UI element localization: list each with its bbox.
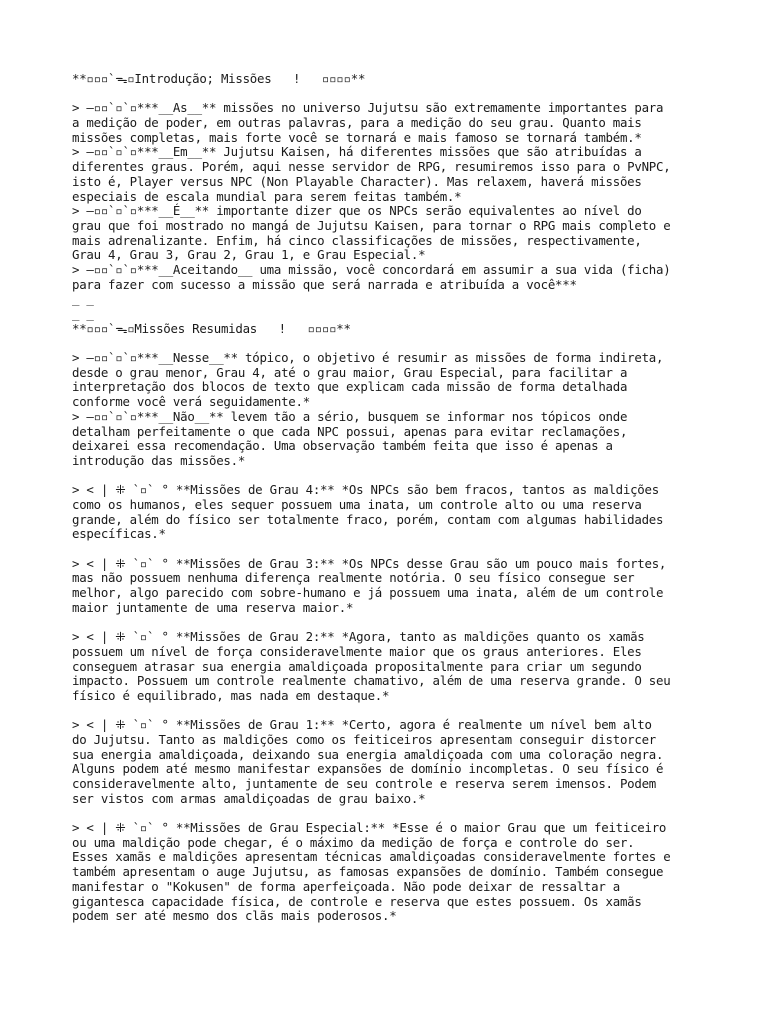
text-line: > —▫▫`▫`▫***__É__** importante dizer que os NPCs serão equivalentes ao nível do <box>72 203 642 219</box>
text-line: > —▫▫`▫`▫***__Em__** Jujutsu Kaisen, há diferentes missões que são atribuídas a <box>72 144 642 160</box>
text-line: Esses xamãs e maldições apresentam técnicas amaldiçoadas consideravelmente fortes e <box>72 849 671 865</box>
text-line: especiais de escala mundial para serem feitas também.* <box>72 188 462 204</box>
text-line: > —▫▫`▫`▫***__Nesse__** tópico, o objetivo é resumir as missões de forma indireta, <box>72 350 664 366</box>
text-line: a medição de poder, em outras palavras, para a medição do seu grau. Quanto mais <box>72 115 642 131</box>
text-line: também apresentam o auge Jujutsu, as famosas expansões de domínio. Também consegue <box>72 864 664 880</box>
text-line: sua energia amaldiçoada, deixando sua energia amaldiçoada com uma coloração negra. <box>72 746 664 762</box>
text-line: mais adrenalizante. Enfim, há cinco classificações de missões, respectivamente, <box>72 232 642 248</box>
text-line: > —▫▫`▫`▫***__Aceitando__ uma missão, você concordará em assumir a sua vida (ficha) <box>72 261 671 277</box>
text-line: conforme você verá seguidamente.* <box>72 394 310 410</box>
blank-line <box>72 336 712 351</box>
text-line: ser vistos com armas amaldiçoadas de grau baixo.* <box>72 790 426 806</box>
text-line: podem ser até mesmo dos clãs mais poderosos.* <box>72 908 397 924</box>
blank-line <box>72 87 712 102</box>
text-line: melhor, algo parecido com sobre-humano e já possuem uma inata, além de um controle <box>72 585 664 601</box>
blank-line <box>72 542 712 557</box>
text-line: _ _ <box>72 291 94 307</box>
text-line: diferentes graus. Porém, aqui nesse servidor de RPG, resumiremos isso para o PvNPC, <box>72 159 671 175</box>
text-line: específicas.* <box>72 526 166 542</box>
text-line: detalham perfeitamente o que cada NPC possui, apenas para evitar reclamações, <box>72 423 628 439</box>
text-line: > —▫▫`▫`▫***__Não__** levem tão a sério, busquem se informar nos tópicos onde <box>72 408 628 424</box>
text-line: > < | ⁜ `▫` ° **Missões de Grau Especial:** *Esse é o maior Grau que um feiticeiro <box>72 820 667 836</box>
text-line: missões completas, mais forte você se tornará e mais famoso se tornará também.* <box>72 129 642 145</box>
text-line: > —▫▫`▫`▫***__As__** missões no universo Jujutsu são extremamente importantes para <box>72 100 664 116</box>
text-line: > < | ⁜ `▫` ° **Missões de Grau 3:** *Os NPCs desse Grau são um pouco mais fortes, <box>72 555 667 571</box>
text-line: isto é, Player versus NPC (Non Playable Character). Mas relaxem, haverá missões <box>72 173 642 189</box>
blank-line <box>72 469 712 484</box>
text-line: grande, além do físico ser totalmente fraco, porém, contam com algumas habilidades <box>72 511 664 527</box>
blank-line <box>72 806 712 821</box>
text-line: como os humanos, eles sequer possuem uma inata, um controle alto ou uma reserva <box>72 496 642 512</box>
document-page <box>72 72 712 924</box>
text-line: conseguem atrasar sua energia amaldiçoada propositalmente para criar um segundo <box>72 658 642 674</box>
text-line: **▫▫▫`ᯓ▫Introdução; Missões ! ▫▫▫▫** <box>72 71 366 86</box>
text-line: para fazer com sucesso a missão que será narrada e atribuída a você*** <box>72 276 577 292</box>
text-line: > < | ⁜ `▫` ° **Missões de Grau 1:** *Certo, agora é realmente um nível bem alto <box>72 717 652 733</box>
text-line: ou uma maldição pode chegar, é o máximo da medição de força e controle do ser. <box>72 834 635 850</box>
text-line: desde o grau menor, Grau 4, até o grau maior, Grau Especial, para facilitar a <box>72 364 628 380</box>
text-line: mas não possuem nenhuma diferença realmente notória. O seu físico consegue ser <box>72 570 635 586</box>
text-line: possuem um nível de força consideravelmente maior que os graus anteriores. Eles <box>72 643 642 659</box>
text-line: > < | ⁜ `▫` ° **Missões de Grau 2:** *Agora, tanto as maldições quanto os xamãs <box>72 629 645 645</box>
text-line: Grau 4, Grau 3, Grau 2, Grau 1, e Grau Especial.* <box>72 247 426 263</box>
text-line: maior juntamente de uma reserva maior.* <box>72 599 354 615</box>
blank-line <box>72 615 712 630</box>
text-line: introdução das missões.* <box>72 452 246 468</box>
text-line: **▫▫▫`ᯓ▫Missões Resumidas ! ▫▫▫▫** <box>72 320 351 336</box>
text-line: > < | ⁜ `▫` ° **Missões de Grau 4:** *Os NPCs são bem fracos, tantos as maldições <box>72 482 659 498</box>
text-line: interpretação dos blocos de texto que explicam cada missão de forma detalhada <box>72 379 628 395</box>
text-line: manifestar o "Kokusen" de forma aperfeiçoada. Não pode deixar de ressaltar a <box>72 878 620 894</box>
text-line: deixarei essa recomendação. Uma observação também feita que isso é apenas a <box>72 438 613 454</box>
text-line: físico é equilibrado, mas nada em destaque.* <box>72 687 390 703</box>
text-line: consideravelmente alto, juntamente de seu controle e reserva serem imensos. Podem <box>72 776 656 791</box>
text-line: grau que foi mostrado no mangá de Jujutsu Kaisen, para tornar o RPG mais completo e <box>72 217 671 233</box>
text-line: _ _ <box>72 306 94 321</box>
text-line: gigantesca capacidade física, de controle e reserva que estes possuem. Os xamãs <box>72 893 642 909</box>
text-line: Alguns podem até mesmo manifestar expansões de domínio incompletas. O seu físico é <box>72 761 664 777</box>
text-line: impacto. Possuem um controle realmente chamativo, além de uma reserva grande. O seu <box>72 673 671 689</box>
blank-line <box>72 704 712 719</box>
text-line: do Jujutsu. Tanto as maldições como os feiticeiros apresentam conseguir distorcer <box>72 731 656 747</box>
